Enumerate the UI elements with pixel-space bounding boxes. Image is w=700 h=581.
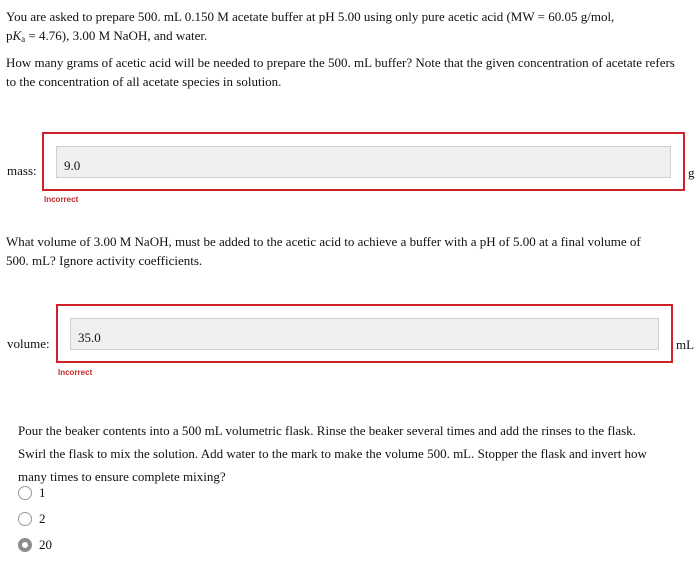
volume-input[interactable] <box>70 318 659 350</box>
question1-intro <box>6 7 700 49</box>
option-label: 20 <box>39 537 52 552</box>
question3-line2: Swirl the flask to mix the solution. Add water to the mark to make the volume 500. mL. Stopper the flask and invert how <box>18 446 647 461</box>
radio-dot <box>22 542 28 548</box>
option-label: 2 <box>39 511 46 526</box>
pka-prefix: p <box>6 28 13 43</box>
radio-button[interactable] <box>18 512 32 526</box>
volume-status-incorrect: Incorrect <box>58 368 93 377</box>
option-1[interactable] <box>18 484 46 502</box>
option-label: 1 <box>39 485 46 500</box>
question1-prompt <box>6 53 700 91</box>
question1-intro-line2: = 4.76), 3.00 M NaOH, and water. <box>25 28 208 43</box>
mass-label: mass: <box>7 163 37 178</box>
question2-prompt-line2: 500. mL? Ignore activity coefficients. <box>6 253 203 268</box>
mass-unit: g <box>688 165 695 180</box>
question1-prompt-line1: How many grams of acetic acid will be needed to prepare the 500. mL buffer? Note that the given concentration of acetate refers <box>6 55 675 70</box>
question2-prompt-line1: What volume of 3.00 M NaOH, must be added to the acetic acid to achieve a buffer with a pH of 5.00 at a final volume of <box>6 234 641 249</box>
option-2[interactable] <box>18 510 46 528</box>
question3-line1: Pour the beaker contents into a 500 mL volumetric flask. Rinse the beaker several times and add the rinses to the flask. <box>18 423 636 438</box>
pka-k: K <box>12 28 22 43</box>
mass-input[interactable] <box>56 146 671 178</box>
volume-label: volume: <box>7 336 50 351</box>
pka-subscript: a <box>21 34 26 44</box>
question1-intro-line1: You are asked to prepare 500. mL 0.150 M acetate buffer at pH 5.00 using only pure acetic acid (MW = 60.05 g/mol, <box>6 9 615 24</box>
question3-prompt <box>18 419 698 488</box>
question3-line3: many times to ensure complete mixing? <box>18 469 226 484</box>
question2-prompt <box>6 232 700 270</box>
mass-status-incorrect: Incorrect <box>44 195 79 204</box>
question1-prompt-line2: to the concentration of all acetate species in solution. <box>6 74 282 89</box>
volume-unit: mL <box>676 337 695 352</box>
option-20[interactable] <box>18 536 52 554</box>
radio-button-selected[interactable] <box>18 538 32 552</box>
radio-button[interactable] <box>18 486 32 500</box>
